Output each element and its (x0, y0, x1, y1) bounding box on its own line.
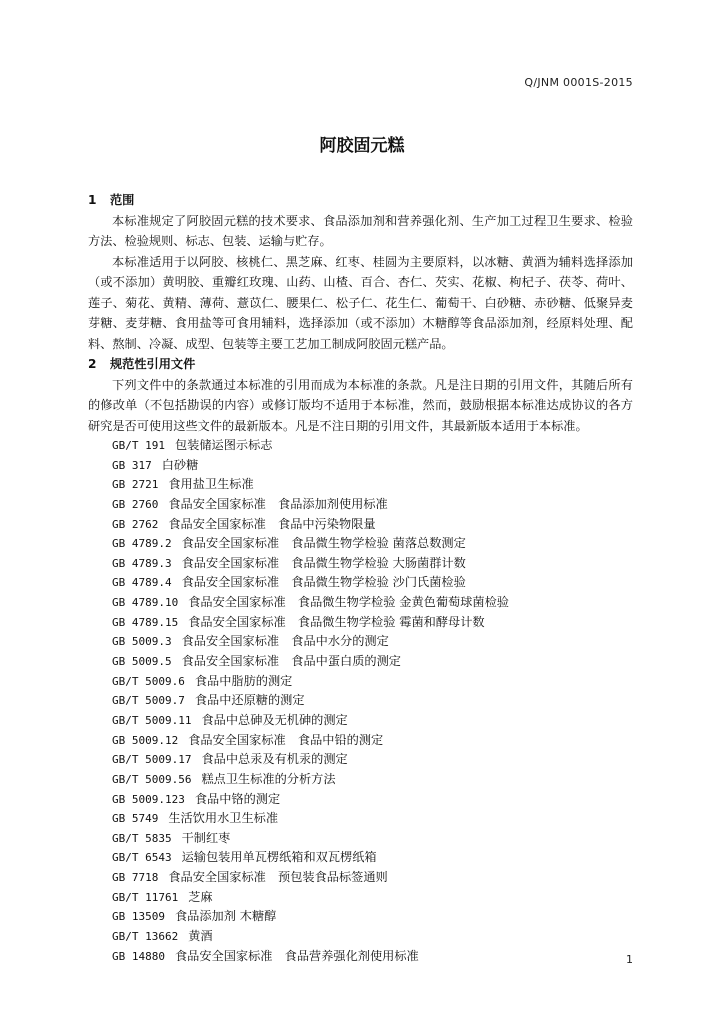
reference-item (112, 790, 633, 810)
reference-code: GB 13509 (112, 910, 165, 924)
reference-item (112, 613, 633, 633)
reference-code: GB 5749 (112, 812, 159, 826)
reference-item (112, 456, 633, 476)
reference-title: 食用盐卫生标准 (168, 477, 254, 492)
references-intro-paragraph: 下列文件中的条款通过本标准的引用而成为本标准的条款。凡是注日期的引用文件，其随后所有的修改单（不包括勘误的内容）或修订版均不适用于本标准，然而，鼓励根据本标准达成协议的各方研究是否可使用这些文件的最新版本。凡是不注日期的引用文件，其最新版本适用于本标准。 (88, 377, 633, 433)
reference-code: GB 4789.2 (112, 537, 172, 551)
reference-title: 食品中铬的测定 (194, 791, 281, 806)
reference-title: 食品安全国家标准 食品中污染物限量 (168, 516, 376, 531)
reference-code: GB/T 5009.56 (112, 772, 192, 786)
reference-item (112, 436, 633, 456)
reference-list (88, 436, 633, 966)
reference-title: 食品安全国家标准 食品中蛋白质的测定 (181, 654, 401, 669)
reference-code: GB 317 (112, 458, 152, 472)
section-number: 2 (88, 357, 97, 371)
reference-item (112, 495, 633, 515)
reference-title: 食品安全国家标准 食品中铅的测定 (188, 732, 384, 747)
reference-item (112, 770, 633, 790)
reference-title: 糕点卫生标准的分析方法 (201, 771, 336, 786)
reference-title: 食品中脂肪的测定 (194, 673, 293, 688)
reference-item (112, 593, 633, 613)
section-title: 范围 (110, 193, 135, 207)
reference-item (112, 888, 633, 908)
reference-code: GB/T 6543 (112, 851, 172, 865)
reference-title: 黄酒 (188, 929, 213, 944)
reference-code: GB/T 11761 (112, 890, 179, 904)
reference-title: 运输包装用单瓦楞纸箱和双瓦楞纸箱 (181, 850, 377, 865)
reference-item (112, 554, 633, 574)
reference-item (112, 907, 633, 927)
reference-code: GB/T 5009.6 (112, 674, 185, 688)
reference-title: 食品添加剂 木糖醇 (174, 909, 277, 924)
scope-paragraph: 本标准适用于以阿胶、核桃仁、黑芝麻、红枣、桂圆为主要原料，以冰糖、黄酒为辅料选择添加（或不添加）黄明胶、重瓣红玫瑰、山药、山楂、百合、杏仁、芡实、花椒、枸杞子、茯苓、荷叶、莲子、菊花、黄精、薄荷、薏苡仁、腰果仁、松子仁、花生仁、葡萄干、白砂糖、赤砂糖、低聚异麦芽糖、麦芽糖、食用盐等可食用辅料，选择添加（或不添加）木糖醇等食品添加剂，经原料处理、配料、熬制、冷凝、成型、包装等主要工艺加工制成阿胶固元糕产品。 (88, 254, 633, 351)
reference-code: GB/T 5009.17 (112, 753, 192, 767)
reference-code: GB 5009.3 (112, 635, 172, 649)
reference-title: 白砂糖 (161, 457, 199, 472)
document-body (88, 190, 633, 966)
reference-code: GB 4789.3 (112, 556, 172, 570)
reference-item (112, 534, 633, 554)
reference-title: 食品安全国家标准 食品中水分的测定 (181, 634, 389, 649)
reference-title: 食品安全国家标准 食品微生物学检验 金黄色葡萄球菌检验 (188, 595, 509, 610)
reference-code: GB 2762 (112, 517, 159, 531)
reference-title: 食品中总汞及有机汞的测定 (201, 752, 348, 767)
reference-item (112, 515, 633, 535)
reference-title: 食品安全国家标准 食品微生物学检验 大肠菌群计数 (181, 555, 466, 570)
reference-item (112, 947, 633, 967)
reference-title: 食品安全国家标准 预包装食品标签通则 (168, 870, 388, 885)
section-heading-normative-references (88, 354, 633, 375)
document-title: 阿胶固元糕 (319, 136, 405, 156)
reference-item (112, 829, 633, 849)
reference-item (112, 652, 633, 672)
reference-code: GB 4789.4 (112, 576, 172, 590)
section-heading-scope (88, 190, 633, 211)
reference-code: GB 5009.5 (112, 655, 172, 669)
reference-code: GB/T 5835 (112, 831, 172, 845)
reference-item (112, 691, 633, 711)
reference-code: GB 14880 (112, 949, 165, 963)
reference-title: 食品中还原糖的测定 (194, 693, 305, 708)
reference-code: GB 4789.10 (112, 596, 179, 610)
reference-code: GB 2760 (112, 497, 159, 511)
reference-item (112, 809, 633, 829)
reference-code: GB/T 13662 (112, 930, 179, 944)
reference-item (112, 632, 633, 652)
reference-item (112, 672, 633, 692)
document-code: Q/JNM 0001S-2015 (524, 76, 633, 89)
reference-title: 包装储运图示标志 (174, 438, 273, 452)
reference-code: GB/T 5009.11 (112, 713, 192, 727)
reference-item (112, 573, 633, 593)
page-number: 1 (626, 953, 633, 966)
reference-title: 食品安全国家标准 食品营养强化剂使用标准 (174, 948, 419, 963)
reference-code: GB 4789.15 (112, 615, 179, 629)
reference-item (112, 731, 633, 751)
scope-paragraph: 本标准规定了阿胶固元糕的技术要求、食品添加剂和营养强化剂、生产加工过程卫生要求、检验方法、检验规则、标志、包装、运输与贮存。 (88, 213, 633, 248)
reference-title: 食品安全国家标准 食品添加剂使用标准 (168, 496, 388, 511)
reference-title: 食品安全国家标准 食品微生物学检验 菌落总数测定 (181, 536, 466, 551)
reference-title: 食品中总砷及无机砷的测定 (201, 712, 348, 727)
reference-code: GB/T 191 (112, 439, 165, 452)
reference-title: 生活饮用水卫生标准 (168, 811, 279, 826)
reference-title: 食品安全国家标准 食品微生物学检验 霉菌和酵母计数 (188, 614, 485, 629)
reference-title: 食品安全国家标准 食品微生物学检验 沙门氏菌检验 (181, 575, 466, 590)
reference-code: GB/T 5009.7 (112, 694, 185, 708)
reference-item (112, 927, 633, 947)
reference-title: 干制红枣 (181, 830, 231, 845)
reference-code: GB 7718 (112, 871, 159, 885)
section-title: 规范性引用文件 (110, 357, 196, 371)
reference-item (112, 750, 633, 770)
reference-item (112, 475, 633, 495)
section-number: 1 (88, 193, 97, 207)
reference-code: GB 5009.123 (112, 792, 185, 806)
reference-item (112, 868, 633, 888)
reference-item (112, 848, 633, 868)
reference-code: GB 5009.12 (112, 733, 179, 747)
reference-item (112, 711, 633, 731)
reference-title: 芝麻 (188, 889, 213, 904)
reference-code: GB 2721 (112, 478, 159, 492)
